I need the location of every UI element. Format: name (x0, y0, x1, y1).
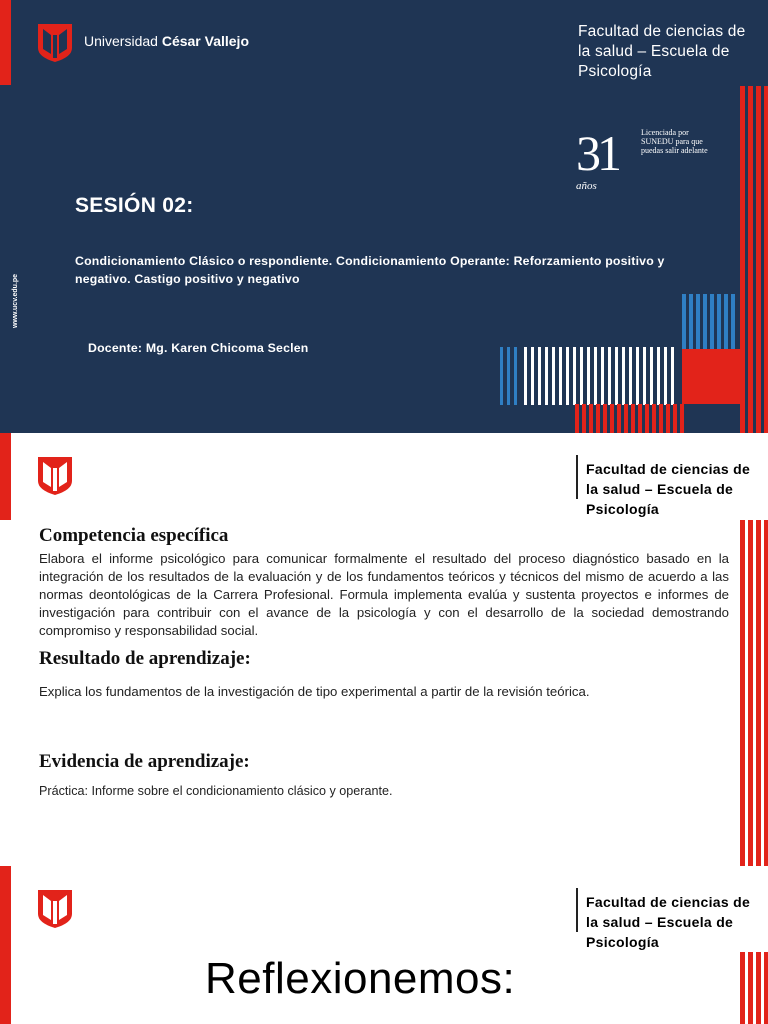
decorative-stripes (0, 433, 768, 866)
competencia-heading: Competencia específica (39, 525, 229, 546)
faculty-name: Facultad de ciencias de la salud – Escuela de Psicología (578, 23, 746, 80)
university-logo-text: Universidad César Vallejo (84, 33, 249, 49)
resultado-text: Explica los fundamentos de la investigación de tipo experimental a partir de la revisión teórica. (39, 684, 590, 699)
faculty-name: Facultad de ciencias de la salud – Escuela de Psicología (586, 461, 751, 517)
reflection-title: Reflexionemos: (205, 954, 516, 1003)
sunedu-license-text: Licenciada por SUNEDU para que puedas salir adelante (641, 128, 708, 155)
faculty-name: Facultad de ciencias de la salud – Escuela de Psicología (586, 894, 751, 950)
decorative-stripes (0, 866, 768, 1024)
evidencia-text: Práctica: Informe sobre el condicionamiento clásico y operante. (39, 784, 393, 798)
competencia-text: Elabora el informe psicológico para comunicar formalmente el resultado del proceso diagnóstico basado en la integración de los resultados de la evaluación y de los fundamentos teóricos y técnicos del mismo de acuerdo a las normas deontológicas de la Carrera Profesional. Formula implementa evalúa y sustenta proyectos e informes de investigación para contribuir con el avance de la psicología y con el desarrollo de la sociedad demostrando compromiso y responsabilidad social. (39, 551, 729, 638)
competency-slide (0, 433, 768, 866)
website-url: www.ucv.edu.pe (12, 273, 19, 328)
anniversary-number: 31 (576, 125, 618, 181)
anniversary-word: años (576, 180, 597, 192)
reflection-slide (0, 866, 768, 1024)
decorative-stripes (0, 0, 768, 433)
teacher-name: Docente: Mg. Karen Chicoma Seclen (88, 341, 309, 355)
evidencia-heading: Evidencia de aprendizaje: (39, 751, 250, 772)
session-title: SESIÓN 02: (75, 194, 194, 217)
title-slide (0, 0, 768, 433)
resultado-heading: Resultado de aprendizaje: (39, 648, 251, 669)
session-topics: Condicionamiento Clásico o respondiente. Condicionamiento Operante: Reforzamiento positivo y negativo. Castigo positivo y negativo (75, 254, 665, 286)
